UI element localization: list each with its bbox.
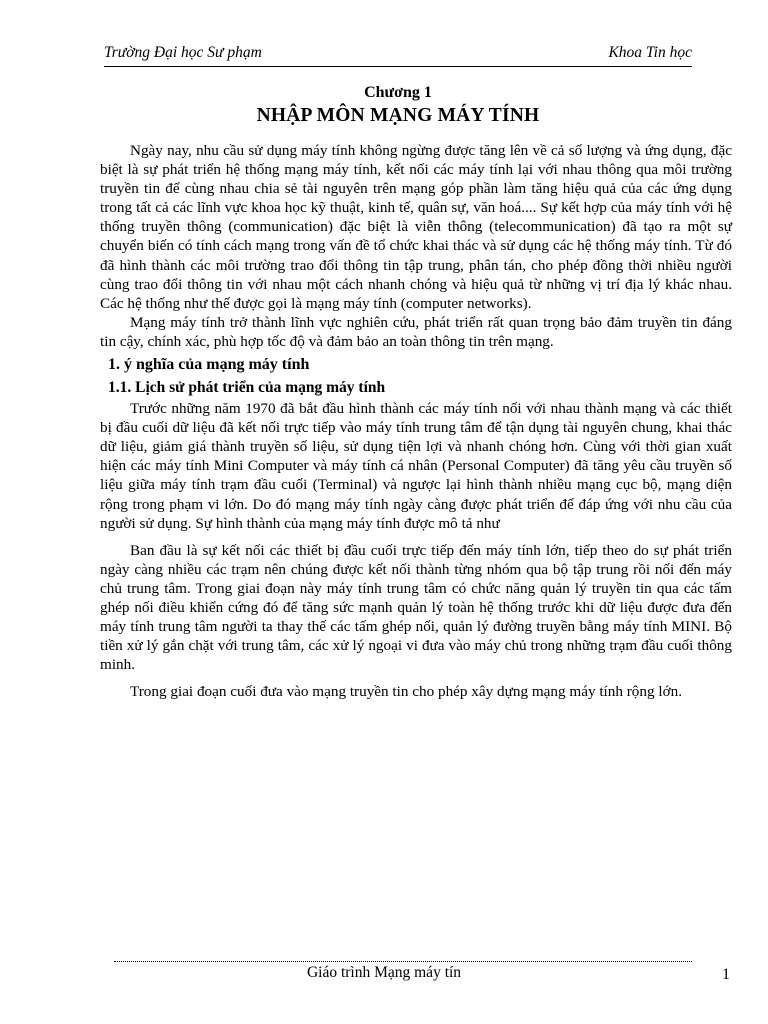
document-body <box>100 141 732 701</box>
chapter-title: NHẬP MÔN MẠNG MÁY TÍNH <box>256 105 540 126</box>
section-heading: 1. ý nghĩa của mạng máy tính <box>108 356 310 374</box>
paragraph-final-stage: Trong giai đoạn cuối đưa vào mạng truyền tin cho phép xây dựng mạng máy tính rộng lớn. <box>130 683 683 701</box>
footer-divider <box>114 961 692 962</box>
subsection-heading: 1.1. Lịch sử phát triển của mạng máy tính <box>108 379 386 397</box>
paragraph-intro: Ngày nay, nhu cầu sử dụng máy tính không ngừng được tăng lên về cả số lượng và ứng dụng, đặc biệt là sự phát triển hệ thống mạng máy tính, kết nối các máy tính lại với nhau thông qua môi trường truyền tin để cùng nhau chia sẻ tài nguyên trên mạng góp phần làm tăng hiệu quả của các ứng dụng trong tất cả các lĩnh vực khoa học kỹ thuật, kinh tế, quân sự, văn hoá.... Sự kết hợp của máy tính với hệ thống truyền thông (communication) đặc biệt là viễn thông (telecommunication) đã tạo ra một sự chuyển biến có tính cách mạng trong vấn đề tổ chức khai thác và sử dụng các hệ thống máy tính. Từ đó đã hình thành các môi trường trao đổi thông tin tập trung, phân tán, cho phép đồng thời nhiều người cùng trao đổi thông tin với nhau một cách nhanh chóng và hiệu quả từ những vị trí địa lý khác nhau. Các hệ thống như thế được gọi là mạng máy tính (computer networks). <box>100 142 732 312</box>
paragraph-gap <box>100 674 732 682</box>
paragraph-early-stage: Ban đầu là sự kết nối các thiết bị đầu cuối trực tiếp đến máy tính lớn, tiếp theo do sự phát triển ngày càng nhiều các trạm nên chúng được kết nối thành từng nhóm qua bộ tập trung rồi nối đến máy chủ trung tâm. Trong giai đoạn này máy tính trung tâm có chức năng quản lý truyền tin qua các tấm ghép nối điều khiển cứng đó để tăng sức mạnh quản lý toàn hệ thống trước khi dữ liệu được đưa đến máy tính trung tâm người ta thay thế các tấm ghép nối, quản lý đường truyền bằng máy tính MINI. Bộ tiền xử lý gắn chặt với trung tâm, các xử lý ngoại vi đưa vào máy chủ trong những trạm đầu cuối thông minh. <box>100 541 732 674</box>
chapter-label: Chương 1 <box>364 84 432 101</box>
header-faculty: Khoa Tin học <box>608 44 692 61</box>
page-number: 1 <box>722 966 730 983</box>
footer-title: Giáo trình Mạng máy tín <box>306 964 462 981</box>
paragraph-gap <box>100 533 732 541</box>
paragraph-importance: Mạng máy tính trở thành lĩnh vực nghiên cứu, phát triển rất quan trọng bảo đảm truyền tin đáng tin cậy, chính xác, phù hợp tốc độ và đảm bảo an toàn thông tin trên mạng. <box>100 313 732 350</box>
paragraph-history: Trước những năm 1970 đã bắt đầu hình thành các máy tính nối với nhau thành mạng và các thiết bị đầu cuối dữ liệu đã kết nối trực tiếp vào máy tính trung tâm để tận dụng tài nguyên chung, khai thác dữ liệu, giảm giá thành truyền số liệu, sử dụng tiện lợi và nhanh chóng hơn. Cùng với thời gian xuất hiện các máy tính Mini Computer và máy tính cá nhân (Personal Computer) đã tăng yêu cầu truyền số liệu giữa máy tính trạm đầu cuối (Terminal) và ngược lại hình thành nhiều mạng cục bộ, mạng diện rộng trong phạm vi lớn. Do đó mạng máy tính ngày càng được phát triển để đáp ứng với nhu cầu của người sử dụng. Sự hình thành của mạng máy tính được mô tả như <box>100 400 732 532</box>
header-university: Trường Đại học Sư phạm <box>104 44 262 61</box>
page-header <box>104 44 692 67</box>
